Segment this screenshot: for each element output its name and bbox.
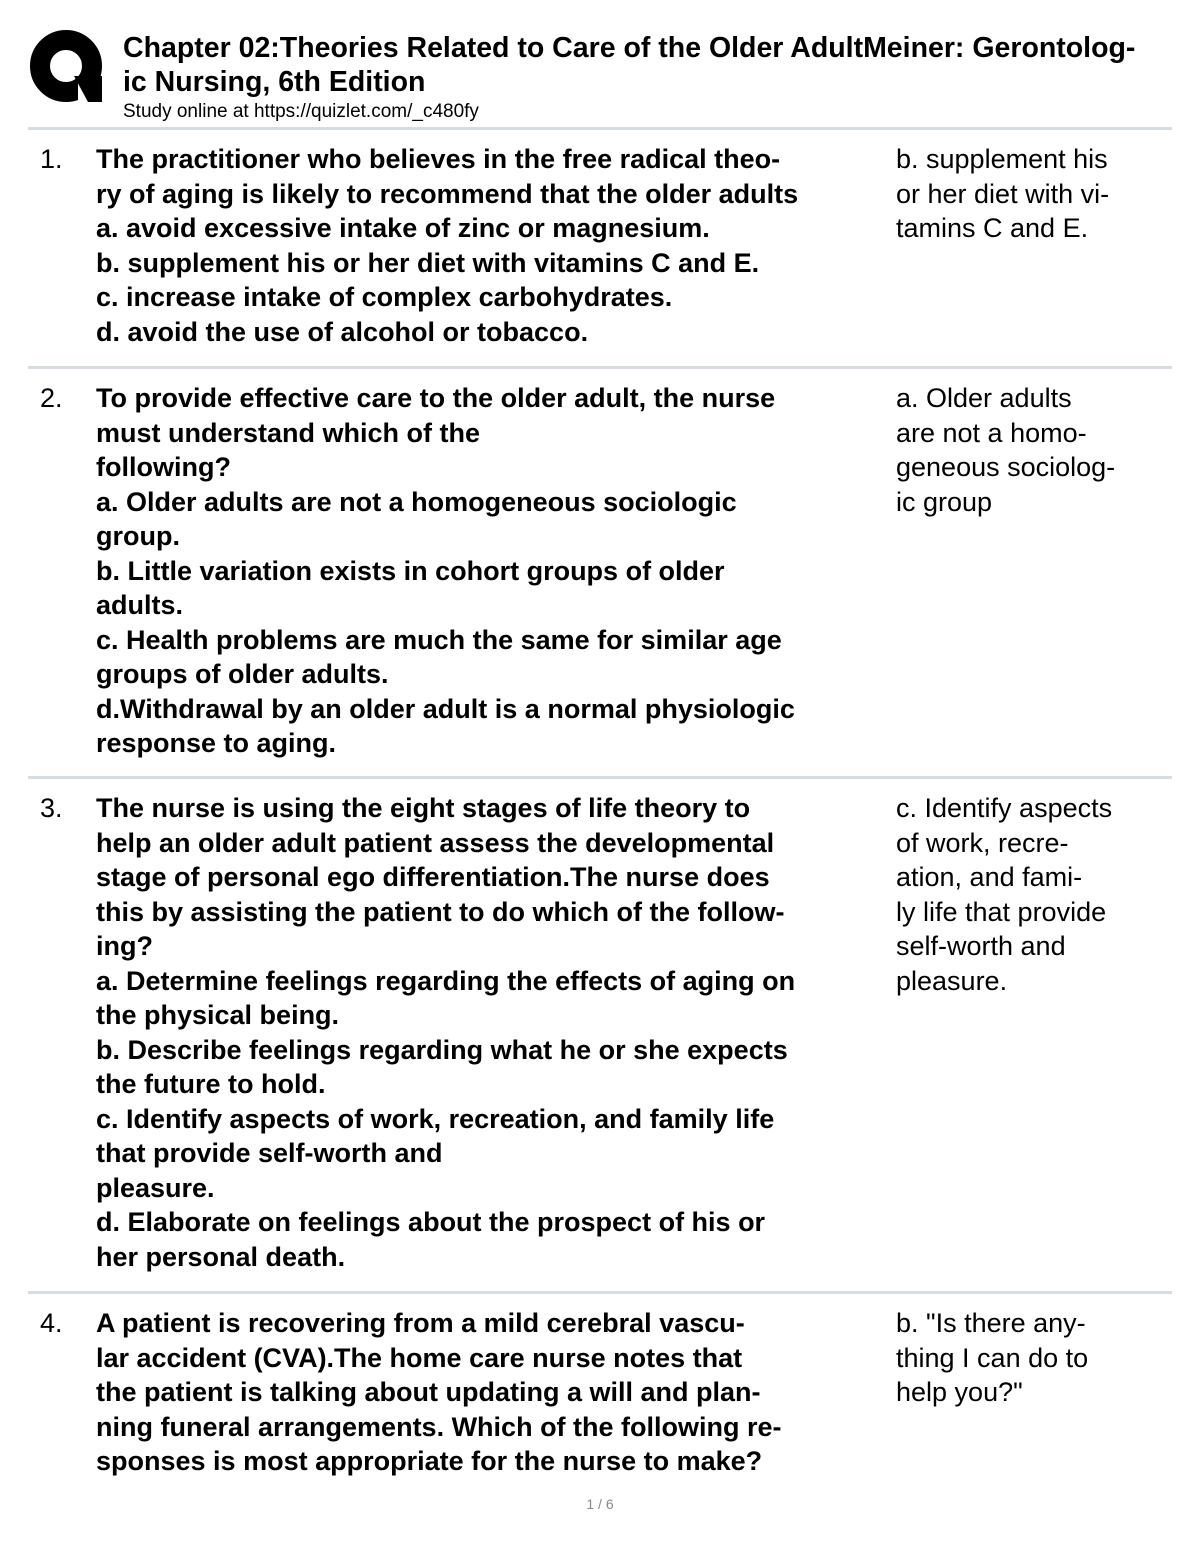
question-line: response to aging. [96, 728, 337, 758]
question-line: b. Describe feelings regarding what he or she expects [96, 1034, 788, 1065]
title-line: Chapter 02:Theories Related to Care of the Older AdultMeiner: Gerontolog- [123, 32, 1136, 64]
divider [28, 776, 1172, 779]
answer-text [896, 1306, 1196, 1410]
question-text [96, 142, 888, 349]
answer-line: pleasure. [896, 965, 1008, 996]
question-line: The practitioner who believes in the free radical theo- [96, 144, 781, 174]
answer-line: a. Older adults [896, 383, 1072, 413]
question-line: b. Little variation exists in cohort groups of older [96, 555, 725, 586]
question-line: lar accident (CVA).The home care nurse notes that [96, 1342, 743, 1373]
answer-line: self-worth and [896, 931, 1066, 961]
answer-line: ation, and fami- [896, 862, 1083, 892]
question-line: b. supplement his or her diet with vitamins C and E. [96, 247, 760, 278]
question-line: d.Withdrawal by an older adult is a normal physiologic [96, 693, 795, 724]
question-line: pleasure. [96, 1172, 215, 1203]
question-line: this by assisting the patient to do which of the follow- [96, 896, 785, 927]
question-line: a. Determine feelings regarding the effects of aging on [96, 965, 796, 996]
question-line: To provide effective care to the older adult, the nurse [96, 383, 776, 413]
item-number: 4. [40, 1308, 63, 1338]
answer-line: ly life that provide [896, 896, 1107, 927]
question-line: help an older adult patient assess the developmental [96, 827, 775, 858]
answer-text [896, 791, 1196, 998]
question-text [96, 791, 888, 1274]
answer-text [896, 142, 1196, 246]
page-header [0, 0, 1200, 126]
question-line: the patient is talking about updating a will and plan- [96, 1377, 761, 1407]
study-online-link[interactable]: Study online at https://quizlet.com/_c480fy [123, 101, 479, 122]
divider [28, 366, 1172, 369]
question-text [96, 1306, 888, 1479]
title-line: ic Nursing, 6th Edition [123, 66, 426, 98]
answer-line: c. Identify aspects [896, 793, 1113, 823]
answer-line: tamins C and E. [896, 213, 1089, 243]
question-line: following? [96, 452, 231, 482]
answer-line: b. supplement his [896, 144, 1108, 174]
question-line: ry of aging is likely to recommend that the older adults [96, 178, 799, 209]
answer-line: of work, recre- [896, 827, 1069, 858]
question-line: ing? [96, 931, 153, 961]
question-line: sponses is most appropriate for the nurse to make? [96, 1446, 763, 1476]
answer-line: ic group [896, 486, 993, 517]
question-line: The nurse is using the eight stages of life theory to [96, 793, 751, 823]
question-line: A patient is recovering from a mild cerebral vascu- [96, 1308, 745, 1338]
question-line: c. increase intake of complex carbohydrates. [96, 282, 673, 312]
question-line: group. [96, 521, 180, 551]
answer-line: or her diet with vi- [896, 178, 1110, 209]
answer-line: are not a homo- [896, 417, 1087, 448]
item-number: 3. [40, 793, 63, 823]
question-line: that provide self-worth and [96, 1138, 443, 1168]
answer-line: geneous sociolog- [896, 452, 1116, 482]
answer-line: help you?" [896, 1377, 1023, 1407]
question-line: d. Elaborate on feelings about the prospect of his or [96, 1207, 766, 1237]
question-line: a. Older adults are not a homogeneous sociologic [96, 486, 737, 517]
question-line: must understand which of the [96, 417, 481, 448]
question-line: the future to hold. [96, 1069, 326, 1099]
question-text [96, 381, 888, 761]
question-line: c. Health problems are much the same for similar age [96, 624, 782, 655]
document-title [123, 31, 1200, 99]
question-line: d. avoid the use of alcohol or tobacco. [96, 316, 589, 347]
divider [28, 1291, 1172, 1294]
question-line: her personal death. [96, 1241, 346, 1272]
divider [28, 127, 1172, 130]
question-line: c. Identify aspects of work, recreation, and family life [96, 1103, 775, 1134]
question-line: a. avoid excessive intake of zinc or magnesium. [96, 213, 710, 243]
question-line: groups of older adults. [96, 659, 389, 689]
item-number: 1. [40, 144, 63, 174]
question-line: adults. [96, 590, 184, 620]
answer-text [896, 381, 1196, 519]
page-indicator: 1 / 6 [586, 1496, 614, 1512]
question-line: stage of personal ego differentiation.The nurse does [96, 862, 770, 892]
answer-line: thing I can do to [896, 1342, 1089, 1373]
answer-line: b. "Is there any- [896, 1308, 1086, 1338]
item-number: 2. [40, 383, 63, 413]
question-line: the physical being. [96, 1000, 340, 1030]
quizlet-q-logo-icon [30, 30, 104, 104]
question-line: ning funeral arrangements. Which of the following re- [96, 1411, 782, 1442]
